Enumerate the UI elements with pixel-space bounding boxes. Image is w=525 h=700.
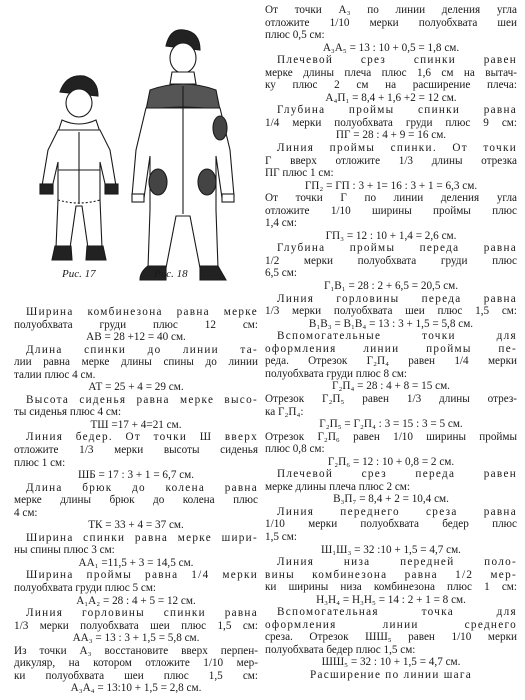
text-line: плюс 0,8 см:	[265, 443, 325, 456]
text-line: полуобхвата груди плюс 5 см:	[14, 582, 157, 595]
text-line: Линия горловины спинки равна	[26, 607, 258, 620]
text-line: Длина брюк до колена равна	[26, 481, 258, 494]
text-line: Отрезок Г₂П₅ равен 1/3 длины отрез-	[265, 392, 517, 405]
text-line: Ширина спинки равна мерке шири-	[26, 531, 258, 544]
text-line: Глубина проймы спинки равна	[277, 104, 517, 117]
text-line: 6,5 см:	[265, 267, 297, 280]
text-line: Плечевой срез переда равен	[277, 468, 517, 481]
text-line: лии равна мерке длины спины до линии	[14, 356, 258, 369]
text-line: Линия бедер. От точки Ш вверх	[26, 431, 258, 444]
text-line: отложите 1/10 мерки полуобхвата шеи	[265, 16, 517, 29]
text-line: АТ = 25 + 4 = 29 см.	[88, 381, 184, 394]
text-line: Линия проймы спинки. От точки	[277, 142, 517, 155]
text-line: отложите 1/3 мерки высоты сиденья	[14, 444, 258, 457]
text-line: полуобхвата бедер плюс 1,5 см:	[265, 643, 416, 656]
text-line: ку плюс 2 см на расширение плеча:	[265, 79, 517, 92]
text-line: От точки А₃ по линии деления угла	[265, 4, 517, 16]
text-line: отложите 1/10 ширины проймы плюс	[265, 204, 517, 217]
text-line: плюс 1 см:	[14, 456, 66, 469]
text-line: ШБ = 17 : 3 + 1 = 6,7 см.	[77, 469, 195, 482]
text-line: ГП₂ = ГП : 3 + 1= 16 : 3 + 1 = 6,3 см.	[304, 179, 478, 192]
left-text-column	[14, 306, 258, 695]
text-line: Высота сиденья равна мерке высо-	[26, 393, 258, 406]
text-line: Линия низа передней поло-	[277, 556, 517, 569]
text-line: ки ширины низа комбинезона плюс 1 см:	[265, 581, 517, 594]
text-line: А₄П₁ = 8,4 + 1,6 +2 = 12 см.	[325, 91, 457, 104]
text-line: 1,5 см:	[265, 530, 297, 543]
text-line: оформления линии среднего	[265, 618, 517, 631]
text-line: вины комбинезона равна 1/2 мер-	[265, 568, 517, 581]
text-line: В₁В₃ = В₁В₄ = 13 : 3 + 1,5 = 5,8 см.	[308, 317, 474, 330]
right-text-column	[265, 4, 517, 682]
text-line: Вспомогательные точки для	[277, 330, 517, 343]
text-line: ка Г₂П₄:	[265, 405, 304, 418]
text-line: полуобхвата груди плюс 12 см:	[14, 318, 258, 331]
text-line: Отрезок Г₂П₆ равен 1/10 ширины проймы	[265, 430, 517, 443]
text-line: 1/10 мерки полуобхвата бедер плюс	[265, 518, 517, 531]
text-line: ТШ =17 + 4=21 см.	[90, 418, 182, 431]
text-line: Из точки А₃ восстановите вверх перпен-	[14, 644, 258, 657]
text-line: дикуляр, на котором отложите 1/10 мер-	[14, 657, 258, 670]
text-line: реда. Отрезок Г₂П₄ равен 1/4 мерки	[265, 355, 517, 368]
text-line: Г₂П₆ = 12 : 10 + 0,8 = 2 см.	[327, 455, 455, 468]
text-line: Г₂П₅ = Г₂П₄ : 3 = 15 : 3 = 5 см.	[319, 418, 463, 431]
figure-18-caption: Рис. 18	[154, 268, 188, 280]
text-line: ки полуобхвата шеи плюс 1,5 см:	[14, 669, 258, 682]
figure-17-caption: Рис. 17	[62, 268, 96, 280]
text-line: Ширина комбинезона равна мерке	[26, 306, 258, 318]
text-line: ны спины плюс 3 см:	[14, 544, 115, 557]
text-line: Вспомогательная точка для	[277, 606, 517, 619]
text-line: 4 см:	[14, 506, 38, 519]
text-line: 1/3 мерки полуобхвата шеи плюс 1,5 см:	[265, 305, 517, 318]
text-line: Н₃Н₄ = Н₃Н₅ = 14 : 2 + 1 = 8 см.	[316, 593, 466, 606]
text-line: плюс 0,5 см:	[265, 29, 325, 42]
text-line: оформления линии проймы пе-	[265, 342, 517, 355]
text-line: 1/4 мерки полуобхвата груди плюс 9 см:	[265, 116, 517, 129]
text-line: ПГ плюс 1 см:	[265, 167, 334, 180]
text-line: ТК = 33 + 4 = 37 см.	[88, 519, 184, 532]
text-line: АВ = 28 +12 = 40 см.	[86, 331, 186, 344]
text-line: полуобхвата груди плюс 8 см:	[265, 367, 408, 380]
illustrations	[0, 0, 258, 308]
text-line: Г вверх отложите 1/3 длины отрезка	[265, 154, 517, 167]
text-line: Расширение по линии шага	[309, 668, 473, 681]
text-line: Глубина проймы переда равна	[277, 242, 517, 255]
figure-18-teen-drawing	[132, 30, 234, 280]
text-line: мерке длины плеча плюс 2 см:	[265, 480, 410, 493]
text-line: ты сиденья плюс 4 см:	[14, 406, 122, 419]
text-line: Длина спинки до линии та-	[26, 343, 258, 356]
text-line: 1,4 см:	[265, 217, 297, 230]
text-line: АА₁ =11,5 + 3 = 14,5 см.	[78, 556, 194, 569]
text-line: Плечевой срез спинки равен	[277, 54, 517, 67]
text-line: мерке длины плеча плюс 1,6 см на вытач-	[265, 66, 517, 79]
text-line: Ш₁Ш₃ = 32 :10 + 1,5 = 4,7 см.	[321, 543, 461, 556]
text-line: От точки Г по линии деления угла	[265, 192, 517, 205]
text-line: ШШ₅ = 32 : 10 + 1,5 = 4,7 см.	[321, 656, 461, 669]
text-line: А₃А₅ = 13 : 10 + 0,5 = 1,8 см.	[322, 41, 460, 54]
figure-17-child-drawing	[40, 76, 118, 260]
text-line: Г₂П₄ = 28 : 4 + 8 = 15 см.	[332, 380, 450, 393]
text-line: А₁А₂ = 28 : 4 + 5 = 12 см.	[76, 594, 196, 607]
text-line: Линия переднего среза равна	[277, 505, 517, 518]
text-line: АА₃ = 13 : 3 + 1,5 = 5,8 см.	[72, 632, 200, 645]
text-line: 1/3 мерки полуобхвата шеи плюс 1,5 см:	[14, 619, 258, 632]
text-line: Линия горловины переда равна	[277, 292, 517, 305]
text-line: ГП₃ = 12 : 10 + 1,4 = 2,6 см.	[325, 229, 457, 242]
text-line: В₃П₇ = 8,4 + 2 = 10,4 см.	[333, 493, 449, 506]
text-line: среза. Отрезок ШШ₅ равен 1/10 мерки	[265, 631, 517, 644]
text-line: А₃А₄ = 13:10 + 1,5 = 2,8 см.	[70, 682, 202, 695]
text-line: 1/2 мерки полуобхвата груди плюс	[265, 254, 517, 267]
text-line: Г₁В₁ = 28 : 2 + 6,5 = 20,5 см.	[323, 280, 459, 293]
text-line: Ширина проймы равна 1/4 мерки	[26, 569, 258, 582]
text-line: мерке длины брюк до колена плюс	[14, 494, 258, 507]
text-line: талии плюс 4 см.	[14, 368, 96, 381]
text-line: ПГ = 28 : 4 + 9 = 16 см.	[335, 129, 447, 142]
